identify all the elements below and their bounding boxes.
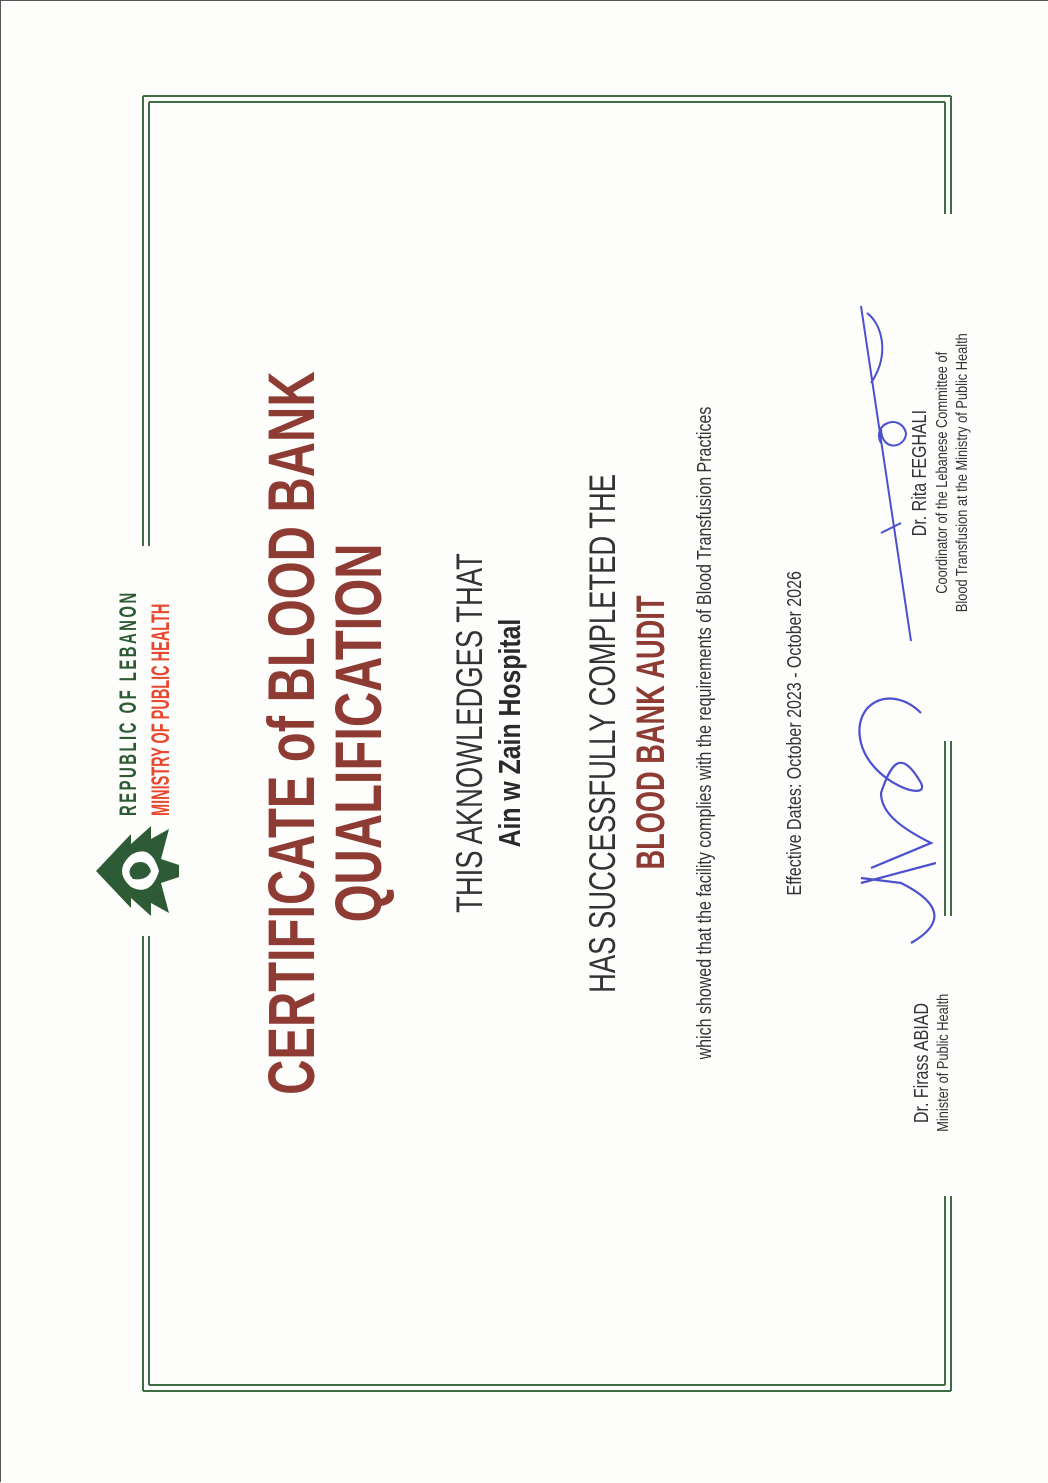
effective-dates: Effective Dates: October 2023 - October 2026 (784, 570, 806, 896)
signatory-title-abiad: Minister of Public Health (935, 994, 952, 1133)
completed-text: HAS SUCCESSFULLY COMPLETED THE (582, 473, 623, 993)
ministry-heading: MINISTRY OF PUBLIC HEALTH (147, 603, 175, 816)
country-heading: REPUBLIC OF LEBANON (115, 590, 142, 816)
cedar-logo (96, 826, 179, 916)
acknowledges-text: THIS AKNOWLEDGES THAT (449, 553, 490, 913)
certificate-title-line1: CERTIFICATE of BLOOD BANK (254, 371, 328, 1095)
compliance-statement: which showed that the facility complies with the requirements of Blood Transfusion Practices (694, 406, 716, 1060)
signatory-name-abiad: Dr. Firass ABIAD (911, 1002, 933, 1124)
facility-name: Ain w Zain Hospital (492, 618, 527, 848)
certificate-landscape (1, 1, 1048, 1483)
signature-abiad (859, 699, 936, 943)
signature-feghali (861, 306, 911, 641)
signatory-title-feghali-line1: Coordinator of the Lebanese Committee of (934, 352, 951, 594)
audit-name: BLOOD BANK AUDIT (629, 596, 673, 870)
certificate-title-line2: QUALIFICATION (321, 543, 395, 923)
signatory-title-feghali-line2: Blood Transfusion at the Ministry of Public Health (954, 333, 971, 613)
signatory-name-feghali: Dr. Rita FEGHALI (909, 409, 931, 537)
